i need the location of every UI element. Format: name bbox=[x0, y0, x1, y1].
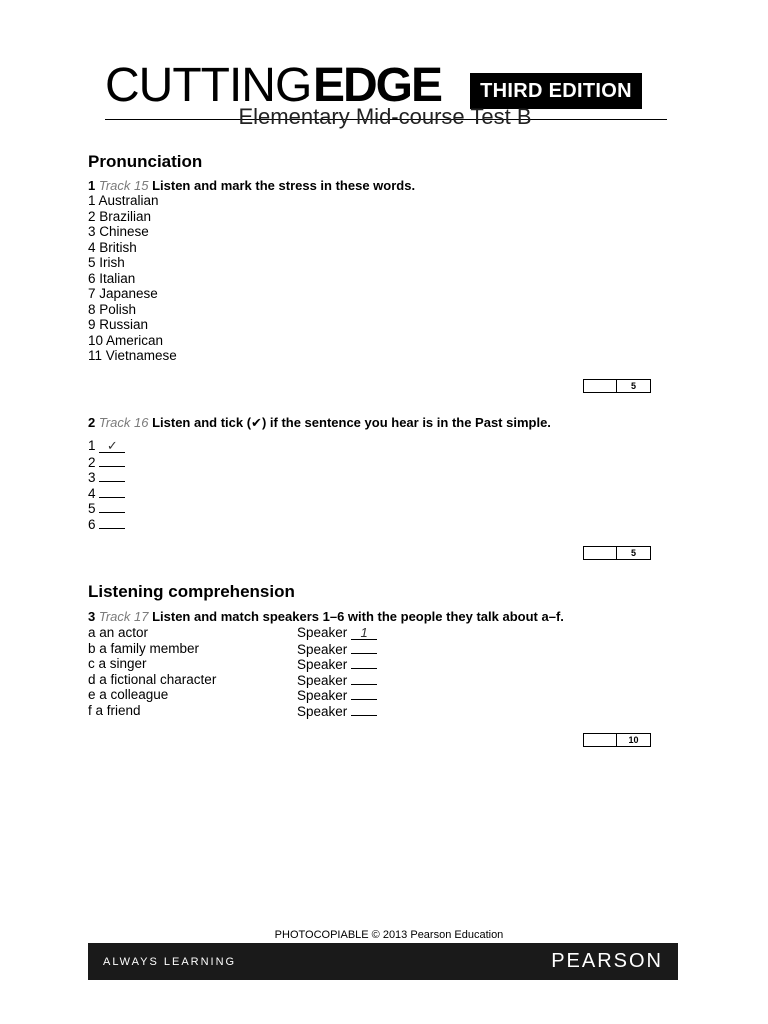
question-number: 1 bbox=[88, 178, 96, 193]
match-label: e a colleague bbox=[88, 687, 169, 702]
answer-blank[interactable]: 1 bbox=[351, 627, 377, 640]
question-3 bbox=[88, 609, 564, 624]
answer-blank[interactable] bbox=[351, 672, 377, 685]
score-entry[interactable] bbox=[584, 380, 617, 392]
list-item: 5 Irish bbox=[88, 255, 125, 270]
item-number: 4 bbox=[88, 485, 96, 501]
score-entry[interactable] bbox=[584, 734, 617, 746]
match-answer bbox=[297, 687, 377, 703]
match-label: f a friend bbox=[88, 702, 141, 718]
score-total: 10 bbox=[628, 735, 639, 745]
item-number: 1 bbox=[88, 438, 96, 453]
list-item: 10 American bbox=[88, 332, 164, 348]
answer-blank[interactable] bbox=[99, 469, 125, 482]
list-item: 11 Vietnamese bbox=[88, 348, 177, 363]
track-label: Track 15 bbox=[98, 178, 149, 193]
answer-blank[interactable] bbox=[99, 454, 125, 467]
score-entry[interactable] bbox=[584, 547, 617, 559]
list-item bbox=[88, 469, 125, 485]
match-answer bbox=[297, 703, 377, 719]
list-item: 6 Italian bbox=[88, 270, 136, 286]
tagline: ALWAYS LEARNING bbox=[103, 956, 237, 968]
list-item bbox=[88, 485, 125, 501]
match-label: c a singer bbox=[88, 656, 147, 671]
track-label: Track 16 bbox=[98, 415, 149, 430]
answer-blank[interactable] bbox=[99, 500, 125, 513]
question-1 bbox=[88, 178, 415, 193]
answer-blank[interactable] bbox=[99, 516, 125, 529]
question-instruction: Listen and tick (✔) if the sentence you hear is in the Past simple. bbox=[152, 415, 551, 430]
item-number: 3 bbox=[88, 470, 96, 485]
answer-blank[interactable]: ✓ bbox=[99, 440, 125, 453]
list-item bbox=[88, 516, 125, 532]
list-item bbox=[88, 454, 125, 470]
item-number: 5 bbox=[88, 501, 96, 516]
match-label: b a family member bbox=[88, 640, 200, 656]
question-instruction: Listen and match speakers 1–6 with the people they talk about a–f. bbox=[152, 609, 564, 624]
speaker-label: Speaker bbox=[297, 657, 348, 672]
answer-blank[interactable] bbox=[351, 656, 377, 669]
answer-blank[interactable] bbox=[99, 485, 125, 498]
list-item: 9 Russian bbox=[88, 317, 149, 332]
question-number: 3 bbox=[88, 609, 96, 624]
match-answer bbox=[297, 625, 377, 640]
list-item bbox=[88, 500, 125, 516]
match-answer bbox=[297, 656, 377, 672]
speaker-label: Speaker bbox=[297, 688, 348, 703]
edition-badge: THIRD EDITION bbox=[470, 73, 642, 109]
question-2 bbox=[88, 415, 551, 431]
speaker-label: Speaker bbox=[297, 625, 348, 640]
question-number: 2 bbox=[88, 415, 96, 430]
logo-edge: EDGE bbox=[313, 59, 442, 112]
test-title: Elementary Mid-course Test B bbox=[238, 104, 532, 129]
list-item: 3 Chinese bbox=[88, 224, 149, 239]
answer-blank[interactable] bbox=[351, 641, 377, 654]
track-label: Track 17 bbox=[98, 609, 149, 624]
answer-blank[interactable] bbox=[351, 687, 377, 700]
list-item: 2 Brazilian bbox=[88, 208, 152, 224]
score-box[interactable] bbox=[583, 733, 651, 747]
score-total: 5 bbox=[630, 548, 636, 558]
match-answer bbox=[297, 672, 377, 688]
score-box[interactable] bbox=[583, 546, 651, 560]
score-box[interactable] bbox=[583, 379, 651, 393]
match-label: a an actor bbox=[88, 625, 149, 640]
copyright-notice: PHOTOCOPIABLE © 2013 Pearson Education bbox=[274, 929, 504, 941]
match-label: d a fictional character bbox=[88, 671, 217, 687]
match-answer bbox=[297, 641, 377, 657]
list-item: 7 Japanese bbox=[88, 286, 158, 301]
speaker-label: Speaker bbox=[297, 703, 348, 719]
speaker-label: Speaker bbox=[297, 672, 348, 688]
list-item: 8 Polish bbox=[88, 301, 137, 317]
section-title-listening: Listening comprehension bbox=[88, 582, 295, 601]
question-instruction: Listen and mark the stress in these words. bbox=[152, 178, 416, 193]
list-item: 1 Australian bbox=[88, 193, 159, 208]
list-item: 4 British bbox=[88, 239, 137, 255]
answer-blank[interactable] bbox=[351, 703, 377, 716]
header bbox=[95, 56, 675, 136]
list-item bbox=[88, 438, 125, 453]
item-number: 6 bbox=[88, 516, 96, 532]
pearson-logo: PEARSON bbox=[551, 950, 663, 972]
logo-cutting: CUTTING bbox=[105, 59, 312, 112]
section-title-pronunciation: Pronunciation bbox=[88, 152, 203, 171]
score-total: 5 bbox=[630, 381, 636, 391]
speaker-label: Speaker bbox=[297, 641, 348, 657]
item-number: 2 bbox=[88, 454, 96, 470]
footer-bar bbox=[88, 943, 678, 980]
